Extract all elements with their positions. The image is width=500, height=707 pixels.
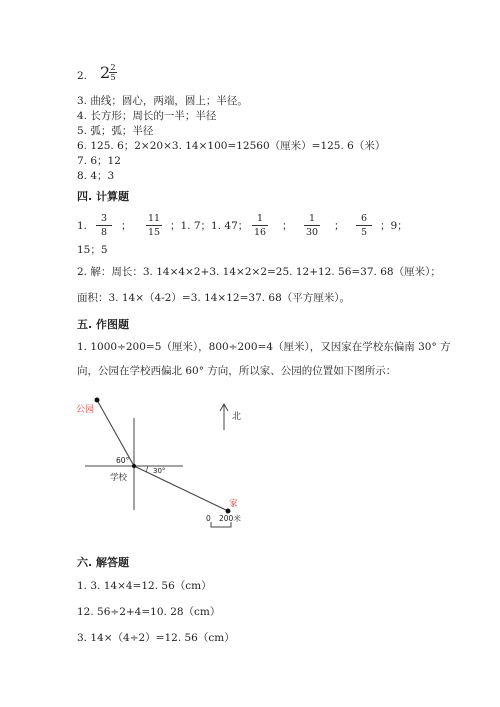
section-title-solve: 六. 解答题 — [77, 556, 130, 569]
school-point — [132, 464, 136, 468]
fraction-denominator: 5 — [360, 227, 368, 238]
fraction-denominator: 8 — [100, 227, 108, 238]
question-number: 1. — [77, 220, 88, 232]
angle-30-label: 30° — [153, 467, 166, 475]
home-point — [226, 509, 231, 514]
section-title-calc: 四. 计算题 — [77, 190, 130, 203]
item-number: 2. — [77, 70, 88, 82]
angle-arc-30 — [147, 466, 148, 472]
answer-line-4: 4. 长方形；周长的一半；半径 — [77, 110, 217, 122]
park-label: 公园 — [76, 405, 95, 415]
fraction-denominator: 30 — [305, 227, 319, 238]
north-label: 北 — [232, 412, 242, 422]
answer-tail: ；9； — [380, 220, 408, 232]
fraction-numerator: 2 — [110, 63, 116, 72]
solution-line-2: 12. 56÷2+4=10. 28（cm） — [77, 606, 221, 618]
scale-200-label: 200米 — [219, 514, 241, 523]
separator: ； — [334, 220, 345, 232]
drawing-explanation-line-1: 1. 1000÷200=5（厘米），800÷200=4（厘米），又因家在学校东偏南 30° 方 — [77, 341, 451, 353]
section-title-drawing: 五. 作图题 — [77, 318, 130, 331]
mixed-number-whole: 2 — [100, 63, 111, 82]
drawing-explanation-line-2: 向，公园在学校西偏北 60° 方向，所以家、公园的位置如下图所示： — [77, 365, 397, 377]
fraction-numerator: 1 — [256, 213, 264, 224]
fraction-numerator: 3 — [100, 213, 108, 224]
separator: ； — [282, 220, 293, 232]
answer-line-7: 7. 6；12 — [77, 155, 121, 167]
answer-line-5: 5. 弧；弧；半径 — [77, 125, 154, 137]
fraction-denominator: 15 — [147, 227, 161, 238]
fraction-numerator: 1 — [308, 213, 316, 224]
scale-zero-label: 0 — [206, 514, 211, 523]
question-2-perimeter: 2. 解：周长：3. 14×4×2+3. 14×2×2=25. 12+12. 56=37. 68（厘米）； — [77, 266, 441, 278]
fraction-denominator: 16 — [253, 227, 267, 238]
question-2-area: 面积：3. 14×（4-2）=3. 14×12=37. 68（平方厘米）。 — [77, 292, 351, 304]
solution-line-1: 1. 3. 14×4=12. 56（cm） — [77, 580, 212, 592]
home-label: 家 — [229, 499, 238, 509]
answer-line-3: 3. 曲线；圆心，两端，圆上；半径。 — [77, 95, 248, 107]
school-to-home-line — [134, 466, 228, 511]
school-label: 学校 — [110, 473, 128, 483]
separator-decimals: ；1. 7；1. 47； — [170, 220, 249, 232]
angle-60-label: 60° — [116, 456, 130, 465]
fraction-denominator: 5 — [110, 73, 116, 82]
answer-line-continued: 15；5 — [77, 244, 108, 256]
separator: ； — [121, 220, 132, 232]
park-point — [95, 398, 100, 403]
answer-line-6: 6. 125. 6；2×20×3. 14×100=12560（厘米）=125. 6（米） — [77, 140, 386, 152]
fraction-numerator: 11 — [147, 213, 161, 224]
solution-line-3: 3. 14×（4÷2）=12. 56（cm） — [77, 632, 235, 644]
fraction-numerator: 6 — [360, 213, 368, 224]
answer-line-8: 8. 4；3 — [77, 170, 115, 182]
